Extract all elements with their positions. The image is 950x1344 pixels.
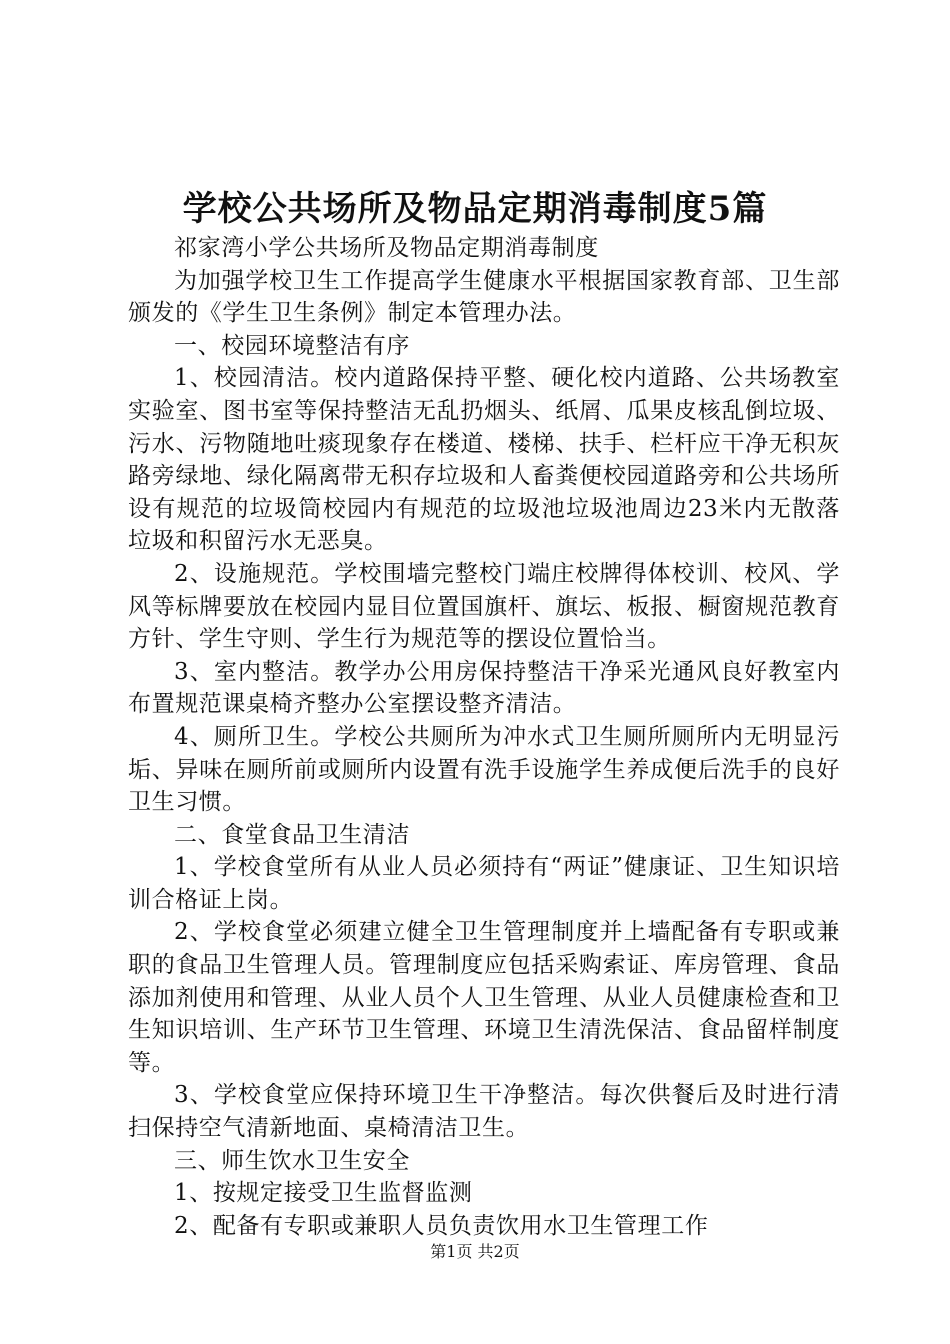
section-heading-1: 一、校园环境整洁有序: [174, 332, 410, 359]
paragraph-1-3: 3、室内整洁。教学办公用房保持整洁干净采光通风良好教室内布置规范课桌椅齐整办公室摆设整齐清洁。: [128, 658, 840, 718]
paragraph-intro: 为加强学校卫生工作提高学生健康水平根据国家教育部、卫生部颁发的《学生卫生条例》制定本管理办法。: [128, 267, 840, 327]
document-title: 学校公共场所及物品定期消毒制度5篇: [182, 189, 768, 229]
section-heading-2: 二、食堂食品卫生清洁: [174, 821, 410, 848]
paragraph-1-2: 2、设施规范。学校围墙完整校门端庄校牌得体校训、校风、学风等标牌要放在校园内显目位置国旗杆、旗坛、板报、橱窗规范教育方针、学生守则、学生行为规范等的摆设位置恰当。: [128, 560, 840, 653]
paragraph-1-1: 1、校园清洁。校内道路保持平整、硬化校内道路、公共场教室实验室、图书室等保持整洁无乱扔烟头、纸屑、瓜果皮核乱倒垃圾、污水、污物随地吐痰现象存在楼道、楼梯、扶手、栏杆应干净无积灰路旁绿地、绿化隔离带无积存垃圾和人畜粪便校园道路旁和公共场所设有规范的垃圾筒校园内有规范的垃圾池垃圾池周边23米内无散落垃圾和积留污水无恶臭。: [128, 365, 840, 555]
paragraph-3-2: 2、配备有专职或兼职人员负责饮用水卫生管理工作: [174, 1212, 709, 1239]
paragraph-2-1: 1、学校食堂所有从业人员必须持有“两证”健康证、卫生知识培训合格证上岗。: [128, 854, 840, 913]
paragraph-2-3: 3、学校食堂应保持环境卫生干净整洁。每次供餐后及时进行清扫保持空气清新地面、桌椅清洁卫生。: [128, 1082, 840, 1142]
document-body: [128, 232, 840, 1242]
page-number-footer: 第1页 共2页: [430, 1242, 520, 1261]
paragraph-3-1: 1、按规定接受卫生监督监测: [174, 1180, 473, 1207]
paragraph-subtitle: 祁家湾小学公共场所及物品定期消毒制度: [174, 235, 599, 261]
section-heading-3: 三、师生饮水卫生安全: [174, 1147, 410, 1174]
paragraph-1-4: 4、厕所卫生。学校公共厕所为冲水式卫生厕所厕所内无明显污垢、异味在厕所前或厕所内设置有洗手设施学生养成便后洗手的良好卫生习惯。: [128, 723, 840, 816]
paragraph-2-2: 2、学校食堂必须建立健全卫生管理制度并上墙配备有专职或兼职的食品卫生管理人员。管理制度应包括采购索证、库房管理、食品添加剂使用和管理、从业人员个人卫生管理、从业人员健康检查和卫生知识培训、生产环节卫生管理、环境卫生清洗保洁、食品留样制度等。: [128, 919, 840, 1076]
